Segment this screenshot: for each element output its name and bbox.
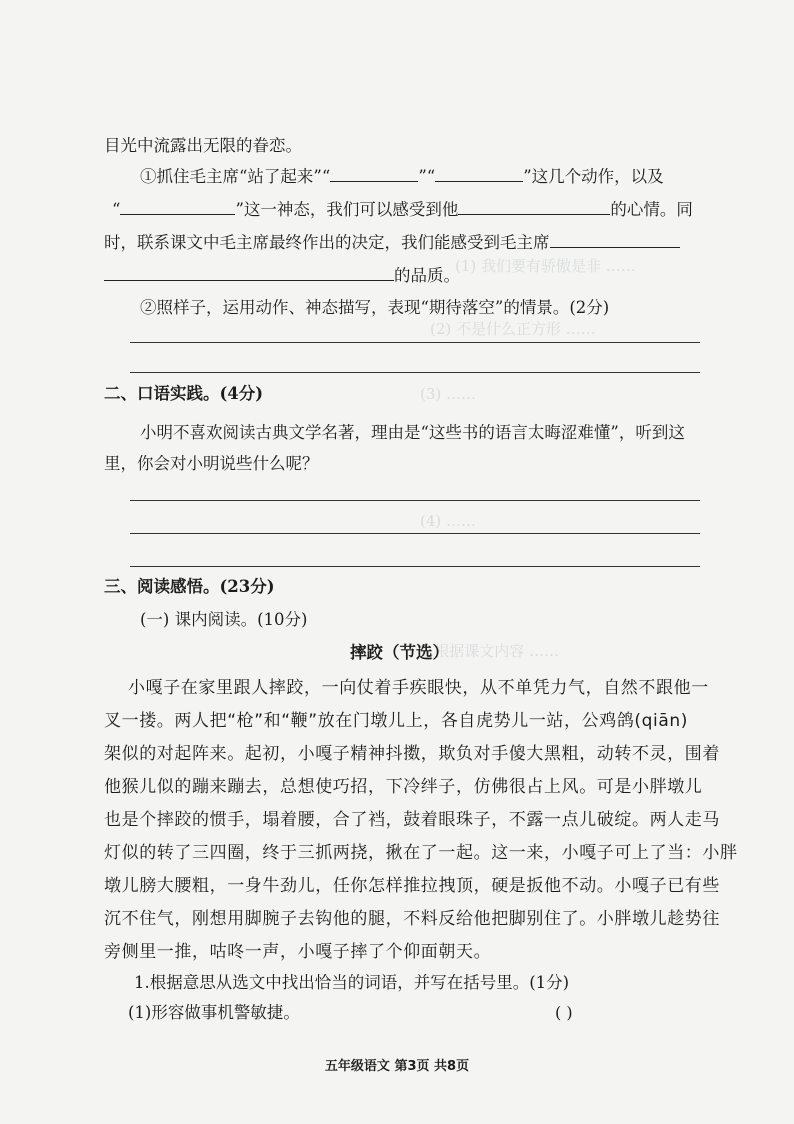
question-prompt: 1.根据意思从选文中找出恰当的词语，并写在括号里。(1分)	[134, 973, 570, 992]
bleed-through-text: (4) ……	[420, 512, 477, 530]
bleed-through-text: (1) 我们要有骄傲是非 ……	[455, 257, 636, 275]
answer-blank[interactable]	[550, 231, 680, 248]
answer-line[interactable]	[130, 566, 700, 567]
answer-blank[interactable]	[435, 165, 523, 182]
text-fragment: 的品质。	[394, 266, 460, 285]
text-line	[104, 231, 680, 254]
text-line	[140, 165, 664, 188]
bleed-through-text: 7.根据课文内容 ……	[420, 642, 560, 660]
section-heading: 三、阅读感悟。(23分)	[104, 577, 275, 596]
passage-line: 小嘎子在家里跟人摔跤，一向仗着手疾眼快，从不单凭力气，自然不跟他一	[128, 678, 709, 698]
passage-line: 沉不住气，刚想用脚腕子去钩他的腿，不料反给他把脚别住了。小胖墩儿趁势往	[104, 909, 720, 929]
question-item: (1)形容做事机警敏捷。	[128, 1003, 300, 1022]
answer-parentheses[interactable]: ( )	[555, 1003, 573, 1022]
text-line: 目光中流露出无限的眷恋。	[104, 136, 302, 155]
subsection-heading: (一) 课内阅读。(10分)	[140, 610, 308, 629]
question-prompt: ②照样子，运用动作、神态描写，表现“期待落空”的情景。(2分)	[140, 298, 610, 317]
answer-blank[interactable]	[330, 165, 418, 182]
passage-line: 也是个摔跤的惯手，塌着腰，合了裆，鼓着眼珠子，不露一点儿破绽。两人走马	[104, 810, 720, 830]
text-fragment: 的心情。同	[610, 200, 693, 219]
page-footer: 五年级语文 第3页 共8页	[324, 1059, 470, 1074]
answer-line[interactable]	[130, 533, 700, 534]
answer-blank[interactable]	[120, 198, 235, 215]
passage-line: 他猴儿似的蹦来蹦去，总想使巧招，下冷绊子，仿佛很占上风。可是小胖墩儿	[104, 777, 703, 797]
bleed-through-text: (2) 不是什么正方形 ……	[430, 320, 596, 338]
bleed-through-text: (3) ……	[420, 385, 477, 403]
answer-line[interactable]	[130, 342, 700, 343]
passage-line: 墩儿膀大腰粗，一身牛劲儿，任你怎样推拉拽顶，硬是扳他不动。小嘎子已有些	[104, 876, 720, 896]
answer-blank[interactable]	[104, 264, 394, 281]
text-fragment: ”“	[418, 167, 436, 186]
text-fragment: ”这一神态，我们可以感受到他	[235, 200, 459, 219]
answer-line[interactable]	[130, 500, 700, 501]
section-heading: 二、口语实践。(4分)	[104, 384, 264, 403]
passage-line: 灯似的转了三四圈，终于三抓两挠，揪在了一起。这一来，小嘎子可上了当：小胖	[104, 843, 738, 863]
text-line: 里，你会对小明说些什么呢？	[104, 454, 319, 473]
text-fragment: “	[112, 200, 121, 219]
text-line	[112, 198, 693, 221]
text-fragment: 时，联系课文中毛主席最终作出的决定，我们能感受到毛主席	[104, 233, 550, 252]
passage-title: 摔跤（节选）	[350, 643, 449, 662]
answer-blank[interactable]	[458, 198, 610, 215]
text-line: 小明不喜欢阅读古典文学名著，理由是“这些书的语言太晦涩难懂”，听到这	[140, 423, 685, 442]
passage-line: 旁侧里一推，咕咚一声，小嘎子摔了个仰面朝天。	[104, 942, 492, 962]
text-line	[104, 264, 460, 287]
answer-line[interactable]	[130, 372, 700, 373]
text-fragment: ”这几个动作，以及	[523, 167, 664, 186]
text-fragment: ①抓住毛主席“站了起来”“	[140, 167, 331, 186]
passage-line: 架似的对起阵来。起初，小嘎子精神抖擞，欺负对手傻大黑粗，动转不灵，围着	[104, 744, 720, 764]
passage-line: 叉一搂。两人把“枪”和“鞭”放在门墩儿上，各自虎势儿一站，公鸡鸽(qiān)	[104, 711, 688, 731]
